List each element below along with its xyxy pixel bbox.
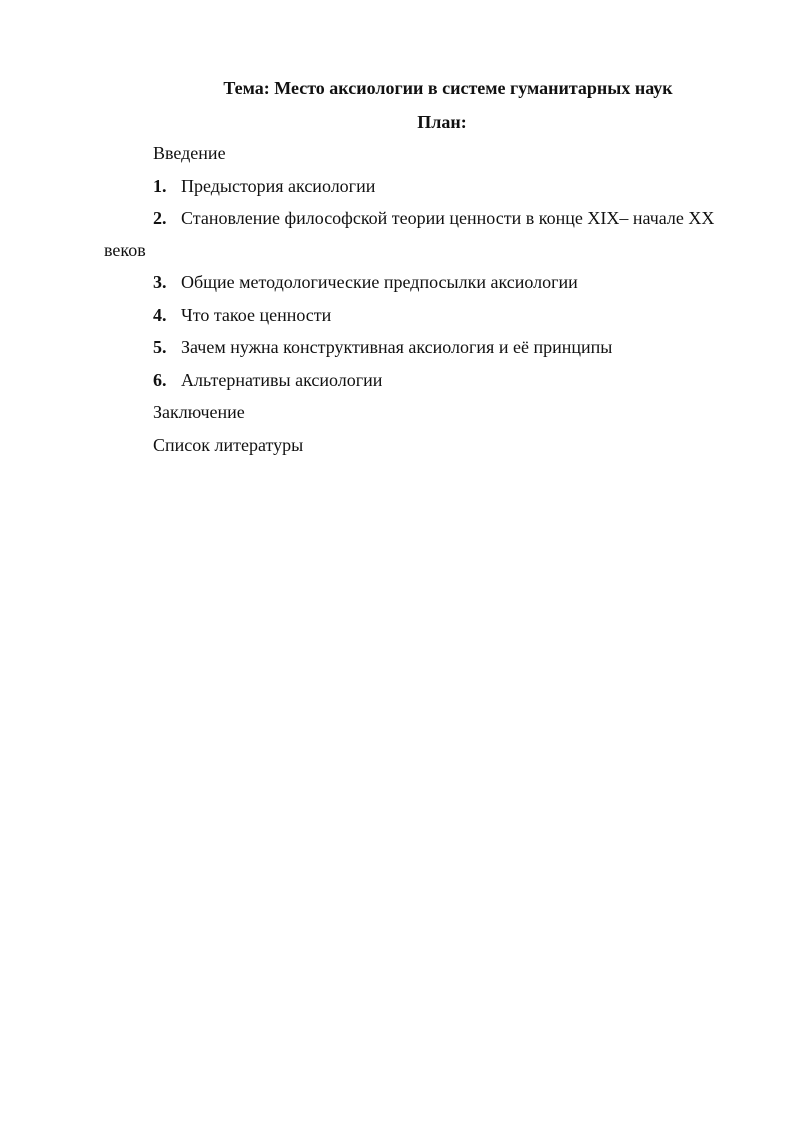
plan-item-4-number: 4. xyxy=(153,305,167,325)
plan-item-4 xyxy=(153,303,331,327)
plan-item-2 xyxy=(153,206,714,230)
plan-item-2-continuation: веков xyxy=(104,240,146,260)
plan-heading: План: xyxy=(417,112,467,132)
plan-item-6-text: Альтернативы аксиологии xyxy=(181,370,383,390)
references-line: Список литературы xyxy=(153,435,304,455)
plan-item-3-text: Общие методологические предпосылки аксиологии xyxy=(181,272,578,292)
plan-item-2-number: 2. xyxy=(153,208,167,228)
plan-item-5-text: Зачем нужна конструктивная аксиология и её принципы xyxy=(181,337,613,357)
plan-item-3-number: 3. xyxy=(153,272,167,292)
plan-item-6 xyxy=(153,368,382,392)
plan-item-1 xyxy=(153,174,375,198)
plan-item-1-number: 1. xyxy=(153,176,167,196)
plan-item-2-text: Становление философской теории ценности в конце XIX– начале XX xyxy=(181,208,715,228)
plan-item-1-text: Предыстория аксиологии xyxy=(181,176,376,196)
conclusion-line: Заключение xyxy=(153,402,245,422)
document-title: Тема: Место аксиологии в системе гуманитарных наук xyxy=(223,78,673,98)
plan-item-3 xyxy=(153,270,578,294)
plan-item-4-text: Что такое ценности xyxy=(181,305,332,325)
plan-item-5-number: 5. xyxy=(153,337,167,357)
plan-item-5 xyxy=(153,335,612,359)
intro-line: Введение xyxy=(153,143,226,163)
plan-item-6-number: 6. xyxy=(153,370,167,390)
